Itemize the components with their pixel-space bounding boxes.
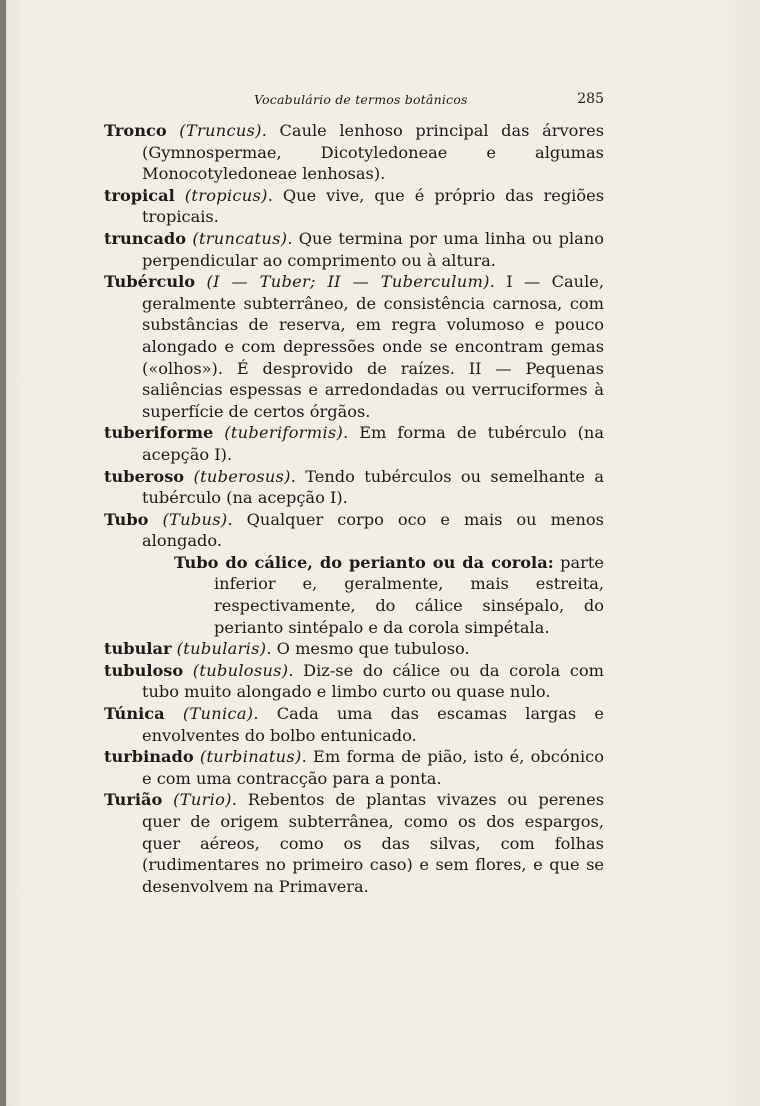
entry-definition: parte inferior e, geralmente, mais estreita, respectivamente, do cálice sinsépalo, do perianto sintépalo e da corola simpétala.	[214, 552, 605, 637]
entry-latin: (Truncus)	[179, 121, 262, 140]
entry-term: turbinado	[104, 747, 194, 767]
running-title: Vocabulário de termos botânicos	[254, 92, 468, 107]
entry-definition: . I — Caule, geralmente subterrâneo, de consistência carnosa, com substâncias de reserva, em regra volumoso e pouco alongado e com depressões onde se encontram gemas («olhos»). É desprovido de raízes. II — Pequenas saliências espessas e arredondadas ou verruciformes à superfície de certos órgãos.	[142, 272, 604, 421]
entry-term: tuberoso	[104, 466, 185, 486]
entry-term: Turião	[104, 790, 163, 810]
page-header	[104, 92, 604, 112]
entry-latin: (Tubus)	[162, 509, 228, 529]
glossary-entry-tuberculo	[104, 271, 604, 422]
entry-latin: (Turio)	[173, 790, 232, 810]
glossary-entry-tubo	[104, 509, 604, 552]
entry-definition: . Que termina por uma linha ou plano perpendicular ao comprimento ou à altura.	[142, 228, 604, 270]
entry-latin: (Tunica)	[182, 704, 254, 724]
entry-term: tuberiforme	[104, 423, 214, 443]
entry-definition: . Tendo tubérculos ou semelhante a tubérculo (na acepção I).	[142, 466, 604, 508]
glossary-entry-tronco	[104, 120, 604, 185]
glossary-entry-truncado	[104, 228, 604, 271]
entry-latin: (tuberiformis)	[224, 423, 344, 443]
entry-term: tubuloso	[104, 660, 184, 680]
glossary-entry-turiao	[104, 789, 604, 897]
entry-definition: . Diz-se do cálice ou da corola com tubo muito alongado e limbo curto ou quase nulo.	[142, 660, 604, 702]
page-number: 285	[577, 91, 604, 107]
glossary-entry-tuberoso	[104, 466, 604, 509]
entry-definition: . Que vive, que é próprio das regiões tropicais.	[142, 185, 604, 227]
glossary-entry-tropical	[104, 185, 604, 228]
glossary-body	[104, 120, 604, 897]
glossary-entry-tuberiforme	[104, 422, 604, 465]
entry-definition: . Em forma de tubérculo (na acepção I).	[142, 423, 605, 464]
glossary-subentry-tubo-do-calice	[104, 552, 604, 638]
entry-term: Tubérculo	[104, 272, 196, 292]
entry-definition: . Rebentos de plantas vivazes ou perenes quer de origem subterrânea, como os dos espargos, quer aéreos, como os das silvas, com folhas (rudimentares no primeiro caso) e sem flores, e que se desenvolvem na Primavera.	[142, 790, 604, 896]
entry-term: Túnica	[104, 704, 165, 724]
entry-latin: (tubulosus)	[192, 660, 289, 680]
glossary-entry-tubular	[104, 638, 604, 660]
entry-latin: (tuberosus)	[193, 466, 291, 486]
entry-definition: . Caule lenhoso principal das árvores (Gymnospermae, Dicotyledoneae e algumas Monocotyledoneae lenhosas).	[142, 121, 604, 184]
entry-latin: (turbinatus)	[199, 747, 302, 767]
entry-definition: . Cada uma das escamas largas e envolventes do bolbo entunicado.	[142, 704, 604, 745]
entry-latin: (truncatus)	[192, 228, 288, 248]
entry-term: Tronco	[104, 121, 167, 140]
entry-latin: (tropicus)	[184, 185, 268, 205]
glossary-entry-tubuloso	[104, 660, 604, 703]
entry-definition: . O mesmo que tubuloso.	[266, 639, 470, 659]
entry-latin: (I — Tuber; II — Tuberculum)	[206, 272, 490, 292]
entry-latin: (tubularis)	[176, 639, 267, 659]
entry-term: Tubo do cálice, do perianto ou da corola:	[174, 552, 554, 572]
book-spine-edge	[0, 0, 6, 1106]
glossary-entry-tunica	[104, 703, 604, 746]
entry-definition: . Em forma de pião, isto é, obcónico e com uma contracção para a ponta.	[142, 747, 604, 788]
glossary-entry-turbinado	[104, 746, 604, 789]
entry-term: tropical	[104, 185, 175, 205]
entry-definition: . Qualquer corpo oco e mais ou menos alongado.	[142, 509, 604, 551]
entry-term: truncado	[104, 228, 187, 248]
entry-term: Tubo	[104, 509, 149, 529]
entry-term: tubular	[104, 639, 172, 659]
